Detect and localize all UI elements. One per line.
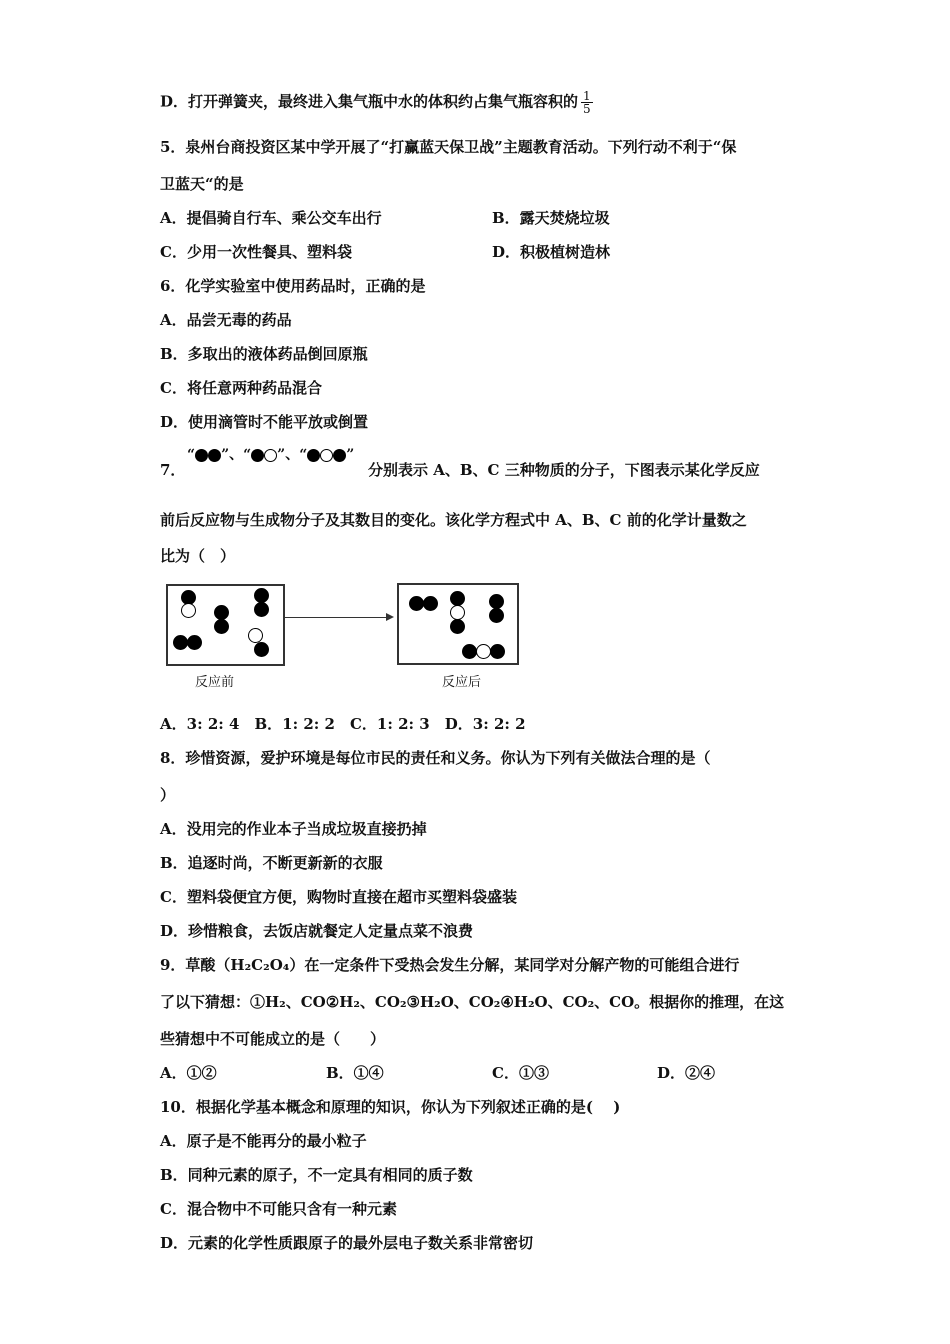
q4-option-d (160, 90, 593, 115)
q6-option-a: A．品尝无毒的药品 (160, 311, 292, 329)
q9-option-a: A．①② (160, 1064, 217, 1082)
q9-option-c: C．①③ (492, 1064, 549, 1082)
atom-white (181, 603, 196, 618)
molecule-c-atom-2 (320, 449, 333, 462)
atom-white (248, 628, 263, 643)
atom-black (254, 588, 269, 603)
q7-stem-line3: 比为（ ） (160, 547, 236, 565)
q4-option-d-text: D．打开弹簧夹，最终进入集气瓶中水的体积约占集气瓶容积的 (160, 92, 579, 111)
atom-black (489, 608, 504, 623)
fraction-one-fifth: $\frac{1}{5}$ (583, 89, 591, 116)
q7-options: A．3: 2: 4 B．1: 2: 2 C．1: 2: 3 D．3: 2: 2 (160, 715, 526, 733)
q6-option-c: C．将任意两种药品混合 (160, 379, 322, 397)
atom-black (489, 594, 504, 609)
q10-option-c: C．混合物中不可能只含有一种元素 (160, 1200, 397, 1218)
q5-stem-line1: 5．泉州台商投资区某中学开展了“打赢蓝天保卫战”主题教育活动。下列行动不利于“保 (160, 138, 737, 156)
molecule-b-atom-1 (251, 449, 264, 462)
q9-stem-line3: 些猜想中不可能成立的是（ ） (160, 1030, 386, 1048)
q6-option-d: D．使用滴管时不能平放或倒置 (160, 413, 369, 431)
q10-option-b: B．同种元素的原子，不一定具有相同的质子数 (160, 1166, 473, 1184)
atom-white (476, 644, 491, 659)
atom-black (254, 642, 269, 657)
reaction-arrow-head (386, 613, 394, 621)
q5-stem-line2: 卫蓝天“的是 (160, 175, 244, 193)
atom-black (214, 619, 229, 634)
q6-stem: 6．化学实验室中使用药品时，正确的是 (160, 277, 426, 295)
q8-option-b: B．追逐时尚，不断更新新的衣服 (160, 854, 383, 872)
q6-option-b: B．多取出的液体药品倒回原瓶 (160, 345, 368, 363)
atom-black (173, 635, 188, 650)
q9-option-b: B．①④ (326, 1064, 384, 1082)
atom-black (423, 596, 438, 611)
q7-number: 7． (160, 461, 186, 479)
caption-before: 反应前 (195, 675, 235, 690)
atom-black (450, 619, 465, 634)
q7-stem-line1: 分别表示 A、B、C 三种物质的分子，下图表示某化学反应 (368, 461, 760, 479)
molecule-a-atom-2 (208, 449, 221, 462)
q7-molecule-legend: “ ”、“ ”、“ ” (187, 447, 355, 463)
atom-black (490, 644, 505, 659)
q8-stem-line2: ） (160, 786, 176, 804)
atom-white (450, 605, 465, 620)
q9-stem-line1: 9．草酸（H₂C₂O₄）在一定条件下受热会发生分解，某同学对分解产物的可能组合进行 (160, 956, 740, 974)
molecule-c-atom-1 (307, 449, 320, 462)
q10-stem: 10．根据化学基本概念和原理的知识，你认为下列叙述正确的是( ) (160, 1098, 621, 1116)
atom-black (254, 602, 269, 617)
q8-option-d: D．珍惜粮食，去饭店就餐定人定量点菜不浪费 (160, 922, 474, 940)
q8-stem-line1: 8．珍惜资源，爱护环境是每位市民的责任和义务。你认为下列有关做法合理的是（ (160, 749, 711, 767)
atom-black (462, 644, 477, 659)
atom-black (450, 591, 465, 606)
atom-black (214, 605, 229, 620)
q10-option-a: A．原子是不能再分的最小粒子 (160, 1132, 367, 1150)
molecule-b-atom-2 (264, 449, 277, 462)
reaction-arrow (284, 617, 388, 618)
q7-stem-line2: 前后反应物与生成物分子及其数目的变化。该化学方程式中 A、B、C 前的化学计量数之 (160, 511, 747, 529)
caption-after: 反应后 (442, 675, 482, 690)
atom-black (409, 596, 424, 611)
reaction-before-box (166, 584, 285, 666)
q5-option-b: B．露天焚烧垃圾 (492, 209, 610, 227)
q5-option-c: C．少用一次性餐具、塑料袋 (160, 243, 352, 261)
reaction-after-box (397, 583, 519, 665)
q5-option-d: D．积极植树造林 (492, 243, 611, 261)
q8-option-c: C．塑料袋便宜方便，购物时直接在超市买塑料袋盛装 (160, 888, 517, 906)
q8-option-a: A．没用完的作业本子当成垃圾直接扔掉 (160, 820, 427, 838)
q5-option-a: A．提倡骑自行车、乘公交车出行 (160, 209, 382, 227)
q10-option-d: D．元素的化学性质跟原子的最外层电子数关系非常密切 (160, 1234, 534, 1252)
q9-option-d: D．②④ (657, 1064, 716, 1082)
atom-black (187, 635, 202, 650)
molecule-c-atom-3 (333, 449, 346, 462)
molecule-a-atom-1 (195, 449, 208, 462)
q9-stem-line2: 了以下猜想：①H₂、CO②H₂、CO₂③H₂O、CO₂④H₂O、CO₂、CO。根据你的推理，在这 (160, 993, 785, 1011)
